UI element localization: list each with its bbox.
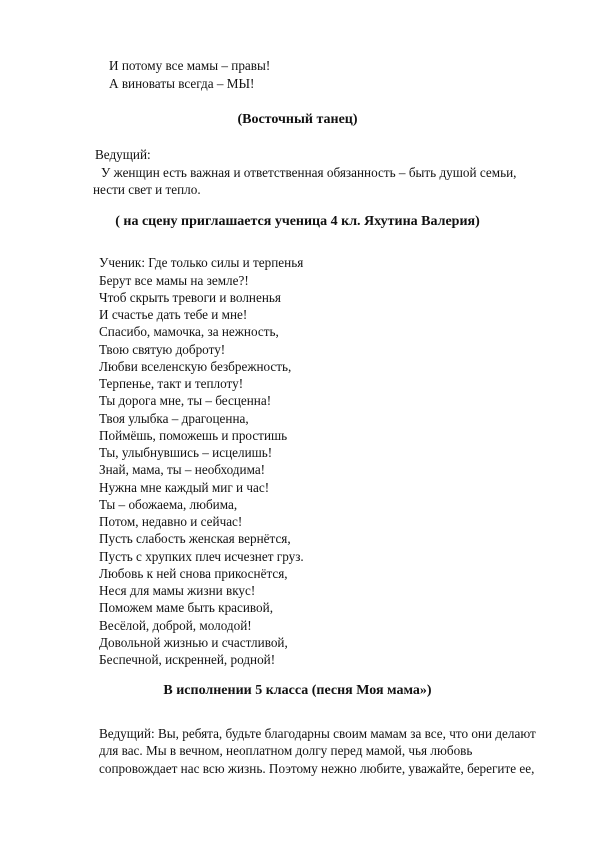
poem-line: Пусть с хрупких плеч исчезнет груз. [99, 549, 304, 564]
poem-line: Нужна мне каждый миг и час! [99, 480, 270, 495]
poem-line: Ты дорога мне, ты – бесценна! [99, 393, 272, 408]
poem-line: Пусть слабость женская вернётся, [99, 531, 291, 546]
poem-line: И счастье дать тебе и мне! [99, 307, 248, 322]
poem-line: Любовь к ней снова прикоснётся, [99, 566, 288, 581]
poem-line: Чтоб скрыть тревоги и волненья [99, 290, 281, 305]
poem-line: Неся для мамы жизни вкус! [99, 583, 256, 598]
host-paragraph-line-1: У женщин есть важная и ответственная обязанность – быть душой семьи, [101, 165, 517, 180]
poem-line: Твою святую доброту! [99, 342, 226, 357]
poem-line: Ты, улыбнувшись – исцелишь! [99, 445, 273, 460]
heading-song-performance: В исполнении 5 класса (песня Моя мама») [163, 683, 432, 698]
host-closing-line-1: Ведущий: Вы, ребята, будьте благодарны своим мамам за все, что они делают [99, 726, 536, 741]
heading-invitation: ( на сцену приглашается ученица 4 кл. Яхутина Валерия) [115, 214, 480, 229]
poem-line: Любви вселенскую безбрежность, [99, 359, 292, 374]
poem-line: Беспечной, искренней, родной! [99, 652, 276, 667]
poem-line: Спасибо, мамочка, за нежность, [99, 324, 279, 339]
poem-line: Берут все мамы на земле?! [99, 273, 249, 288]
poem-line: Весёлой, доброй, молодой! [99, 618, 252, 633]
heading-oriental-dance: (Восточный танец) [237, 112, 358, 127]
intro-line-1: И потому все мамы – правы! [109, 58, 271, 73]
poem-line: Твоя улыбка – драгоценна, [99, 411, 249, 426]
poem-line: Потом, недавно и сейчас! [99, 514, 243, 529]
host-label: Ведущий: [95, 147, 151, 162]
poem-line: Терпенье, такт и теплоту! [99, 376, 244, 391]
poem-line: Знай, мама, ты – необходима! [99, 462, 266, 477]
host-closing-line-2: для вас. Мы в вечном, неоплатном долгу перед мамой, чья любовь [99, 743, 473, 758]
intro-line-2: А виноваты всегда – МЫ! [109, 76, 255, 91]
poem-line: Довольной жизнью и счастливой, [99, 635, 288, 650]
poem-line: Поможем маме быть красивой, [99, 600, 274, 615]
host-paragraph-line-2: нести свет и тепло. [93, 182, 201, 197]
poem-line: Ученик: Где только силы и терпенья [99, 255, 304, 270]
poem-line: Ты – обожаема, любима, [99, 497, 238, 512]
poem-line: Поймёшь, поможешь и простишь [99, 428, 288, 443]
host-closing-line-3: сопровождает нас всю жизнь. Поэтому нежно любите, уважайте, берегите ее, [99, 761, 535, 776]
